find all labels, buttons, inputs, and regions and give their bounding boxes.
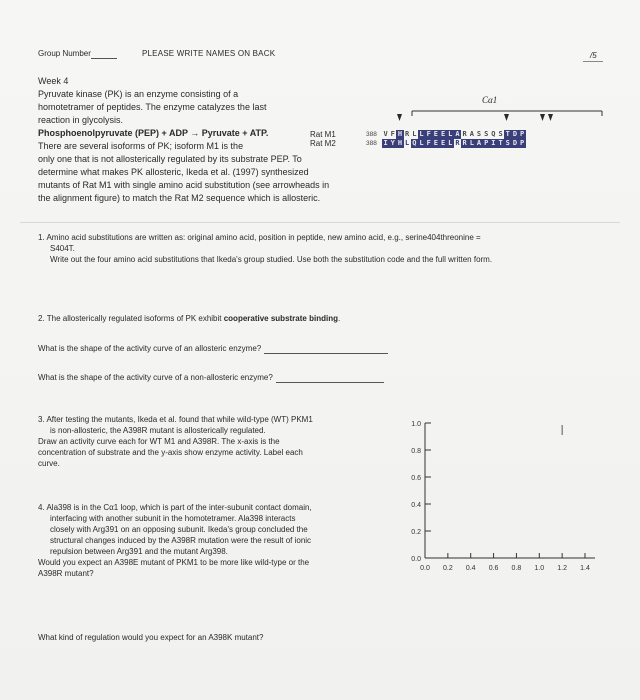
residue: L	[448, 130, 453, 138]
residue: L	[419, 130, 424, 138]
sequence-alignment-figure	[300, 92, 620, 162]
residue: H	[397, 130, 403, 138]
y-tick-label: 0.2	[411, 529, 421, 536]
residue: E	[433, 139, 439, 147]
residue: R	[455, 139, 460, 147]
y-tick-label: 1.0	[411, 421, 421, 428]
residue: P	[520, 139, 525, 147]
x-tick-label: 0.2	[442, 565, 453, 572]
question-2-title: 2. The allosterically regulated isoforms of PK exhibit cooperative substrate binding.	[38, 314, 341, 323]
residue: Q	[491, 130, 496, 138]
residue: L	[405, 139, 410, 147]
residue: A	[469, 130, 474, 138]
residue: I	[491, 139, 496, 147]
x-tick-label: 0.0	[420, 565, 430, 572]
arrowhead-3	[540, 114, 545, 121]
residue: E	[433, 130, 439, 138]
points-label: /5	[590, 51, 597, 60]
question-2-ask-allosteric: What is the shape of the activity curve of an allosteric enzyme?	[38, 343, 388, 354]
residue: L	[419, 139, 424, 147]
residue: F	[426, 139, 431, 147]
question-3: 3. After testing the mutants, Ikeda et al. found that while wild-type (WT) PKM1 is non-allosteric, the A398R mutant is allosterically regulated. Draw an activity curve each for WT M1 and A398R. The x-axis is the concentration of substrate and the y-axis show enzyme activity. Label each curve.	[38, 415, 313, 468]
residue: H	[397, 139, 403, 147]
x-tick-label: 1.4	[580, 565, 590, 572]
residue: V	[383, 130, 388, 138]
group-number-label: Group Number	[38, 48, 117, 59]
question-2-ask-nonallosteric: What is the shape of the activity curve of a non-allosteric enzyme?	[38, 372, 384, 383]
residue: F	[390, 130, 395, 138]
residue: A	[476, 139, 482, 147]
residue: A	[455, 130, 460, 138]
x-tick-label: 0.8	[511, 565, 522, 572]
y-tick-label: 0.8	[411, 448, 421, 455]
residue: Q	[412, 139, 417, 147]
row2-start-number: 388	[366, 140, 377, 147]
intro-block: Week 4 Pyruvate kinase (PK) is an enzyme consisting of a homotetramer of peptides. The enzyme catalyzes the last reaction in glycolysis. Phosphoenolpyruvate (PEP) + ADP → Pyruvate + ATP. There are several isoforms of PK; isoform M1 is the	[38, 75, 368, 153]
residue: T	[498, 139, 503, 147]
answer-blank-nonallosteric[interactable]	[276, 382, 384, 383]
question-4: 4. Ala398 is in the Cα1 loop, which is part of the inter-subunit contact domain, interfacing with another subunit in the homotetramer. Ala398 interacts closely with Arg391 on an opposing subunit. Ikeda's group concluded the structural changes induced by the A398R mutation were the result of ionic repulsion between Arg391 and the mutant Arg398. Would you expect an A398E mutant of PKM1 to be more like wild-type or the A398R mutant?	[38, 503, 312, 578]
residue: P	[484, 139, 489, 147]
x-tick-label: 1.2	[557, 565, 568, 572]
residue: L	[469, 139, 474, 147]
question-1: 1. Amino acid substitutions are written as: original amino acid, position in peptide, new amino acid, e.g., serine404threonine = S404T. Write out the four amino acid substitutions that Ikeda's group studied. Use both the substitution code and the full written form.	[38, 233, 493, 264]
x-tick-label: 0.6	[488, 565, 499, 572]
residue: D	[512, 130, 518, 138]
y-tick-label: 0.4	[411, 502, 421, 509]
residue: E	[440, 130, 446, 138]
residue: S	[505, 139, 510, 147]
arrowhead-2	[504, 114, 509, 121]
residue: I	[383, 139, 388, 147]
residue: R	[405, 130, 410, 138]
activity-curve-chart[interactable]	[395, 410, 610, 580]
residue: S	[484, 130, 489, 138]
x-tick-label: 0.4	[465, 565, 476, 572]
residue: Y	[390, 139, 395, 147]
week-heading: Week 4	[38, 76, 69, 86]
residue: D	[512, 139, 518, 147]
x-tick-label: 1.0	[534, 565, 545, 572]
intro-block-lower: only one that is not allosterically regulated by its substrate PEP. To determine what makes PK allosteric, Ikeda et al. (1997) synthesized mutants of Rat M1 with single amino acid substitution (see arrowheads in the alignment figure) to match the Rat M2 sequence which is allosteric.	[38, 154, 330, 203]
arrowhead-4	[548, 114, 553, 121]
residue: E	[440, 139, 446, 147]
residue: R	[462, 130, 467, 138]
residue: L	[448, 139, 453, 147]
residue: S	[498, 130, 503, 138]
row1-start-number: 388	[366, 131, 377, 138]
rat-m1-label: Rat M1	[310, 130, 336, 139]
arrowhead-1	[397, 114, 402, 121]
question-4-followup: What kind of regulation would you expect for an A398K mutant?	[38, 633, 264, 642]
residue: R	[462, 139, 467, 147]
names-note: PLEASE WRITE NAMES ON BACK	[142, 49, 276, 58]
group-number-blank[interactable]	[91, 58, 117, 59]
rat-m1-sequence	[382, 130, 526, 139]
residue: F	[426, 130, 431, 138]
residue: L	[412, 130, 417, 138]
y-tick-label: 0.6	[411, 475, 421, 482]
answer-blank-allosteric[interactable]	[264, 353, 388, 354]
reaction-equation: Phosphoenolpyruvate (PEP) + ADP → Pyruvate + ATP.	[38, 128, 269, 138]
residue: T	[505, 130, 510, 138]
y-tick-label: 0.0	[411, 556, 421, 563]
residue: P	[520, 130, 525, 138]
rat-m2-sequence	[382, 139, 526, 148]
calpha1-label: Cα1	[482, 95, 498, 105]
rat-m2-label: Rat M2	[310, 139, 336, 148]
residue: S	[476, 130, 482, 138]
region-bracket	[300, 92, 620, 132]
